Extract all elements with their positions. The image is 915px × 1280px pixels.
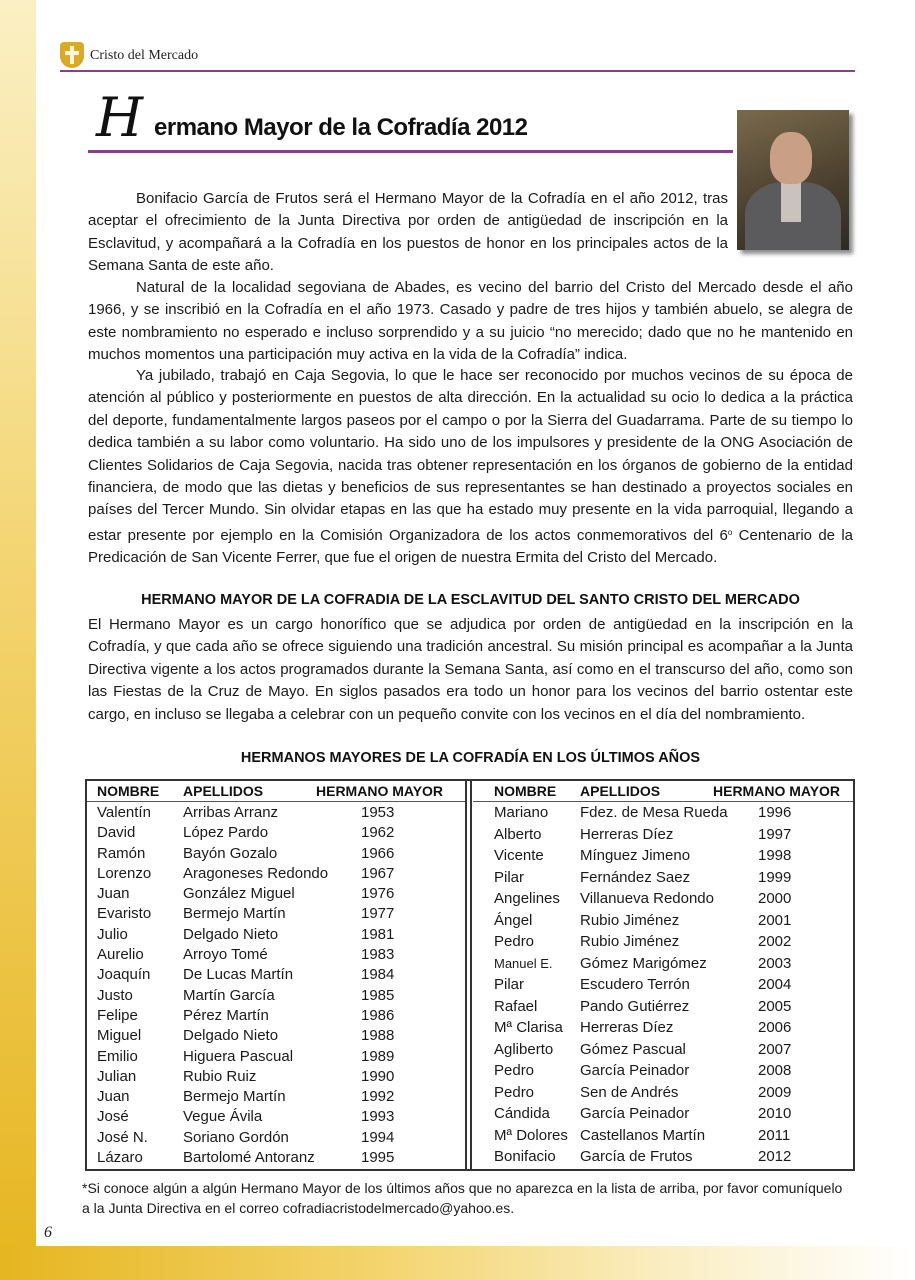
table-row <box>87 1067 465 1087</box>
paragraph-3-text: Ya jubilado, trabajó en Caja Segovia, lo que le hace ser reconocido por muchos vecinos de su época de atención al público y posteriormente en puestos de alta dirección. En la actualidad su ocio lo dedica a la práctica del deporte, fundamentalmente largos paseos por el campo o por la Sierra del Guadarrama. Parte de su tiempo lo dedica también a su labor como voluntario. Ha sido uno de los impulsores y presidente de la ONG Asociación de Clientes Solidarios de Caja Segovia, nacida tras obtener representación en los órganos de gobierno de la entidad financiera, de modo que las dietas y beneficios de sus representantes se han destinado a proyectos sociales en países del Tercer Mundo. Sin olvidar etapas en las que ha estado muy presente en la vida parroquial, llegando a estar presente por ejemplo en la Comisión Organizadora de los actos conmemorativos del 6 <box>88 367 853 544</box>
paragraph-4: El Hermano Mayor es un cargo honorífico que se adjudica por orden de antigüedad en la inscripción en la Cofradía, y que cada año se ofrece siguiendo una tradición ancestral. Su misión principal es acompañar a la Junta Directiva vigente a los actos programados durante la Semana Santa, así como en el transcurso del año, como son las Fiestas de la Cruz de Mayo. En siglos pasados era todo un honor para los vecinos del barrio ostentar este cargo, en incluso se llegaba a celebrar con un pequeño convite con los vecinos en el día del nombramiento. <box>88 616 853 723</box>
cell-nombre: Ángel <box>494 911 533 929</box>
cell-year: 1977 <box>361 905 395 923</box>
page-number: 6 <box>44 1224 52 1241</box>
cell-nombre: Mª Dolores <box>494 1126 568 1144</box>
cell-year: 1986 <box>361 1006 395 1024</box>
cell-nombre: Juan <box>97 885 130 903</box>
cell-nombre: Lázaro <box>97 1149 143 1167</box>
cell-nombre: Mª Clarisa <box>494 1019 563 1036</box>
table-row <box>87 884 465 904</box>
cell-nombre: Juan <box>97 1088 130 1106</box>
cell-year: 2002 <box>758 933 792 950</box>
table-row <box>87 986 465 1006</box>
table-row <box>87 864 465 884</box>
cell-nombre: Pedro <box>494 1083 535 1101</box>
cell-year: 1989 <box>361 1047 395 1065</box>
cell-nombre: Cándida <box>494 1105 550 1122</box>
cell-year: 2011 <box>758 1126 791 1144</box>
col-header-hermano-mayor: HERMANO MAYOR <box>316 783 444 799</box>
cell-apellidos: Bartolomé Antoranz <box>183 1149 315 1167</box>
cell-year: 1984 <box>361 966 395 984</box>
cell-year: 1953 <box>361 804 395 821</box>
cell-year: 1996 <box>758 804 792 821</box>
cell-apellidos: Rubio Jiménez <box>580 933 680 950</box>
article-title <box>92 86 732 150</box>
cell-nombre: Angelines <box>494 890 560 907</box>
cell-apellidos: Herreras Díez <box>580 825 674 843</box>
cell-apellidos: González Miguel <box>183 885 295 903</box>
section-heading: HERMANO MAYOR DE LA COFRADIA DE LA ESCLAVITUD DEL SANTO CRISTO DEL MERCADO <box>141 592 800 608</box>
cell-apellidos: Pérez Martín <box>183 1006 269 1024</box>
cell-year: 1967 <box>361 864 395 882</box>
table-row <box>87 1148 465 1168</box>
cell-year: 2010 <box>758 1105 792 1122</box>
table-row <box>473 954 853 976</box>
table-row <box>473 997 853 1019</box>
cell-year: 2006 <box>758 1019 792 1036</box>
cell-nombre: Pilar <box>494 868 525 886</box>
table-row <box>87 1006 465 1026</box>
portrait-shirt <box>781 182 801 222</box>
cell-nombre: Emilio <box>97 1047 138 1065</box>
cell-nombre: Vicente <box>494 847 544 864</box>
cell-nombre: Pedro <box>494 1062 535 1079</box>
cell-year: 1962 <box>361 824 395 842</box>
cell-year: 1993 <box>361 1108 395 1126</box>
cell-apellidos: Martín García <box>183 986 275 1004</box>
table-row <box>473 932 853 954</box>
cell-nombre: Agliberto <box>494 1040 554 1058</box>
cell-year: 1983 <box>361 946 395 964</box>
cell-year: 1981 <box>361 925 395 943</box>
table-rows-left <box>87 803 465 1168</box>
cell-year: 1999 <box>758 868 792 886</box>
table-row <box>87 1107 465 1127</box>
cell-apellidos: García de Frutos <box>580 1148 693 1165</box>
cell-year: 1985 <box>361 986 395 1004</box>
cell-year: 2009 <box>758 1083 792 1101</box>
table-row <box>87 844 465 864</box>
col-header-apellidos: APELLIDOS <box>183 783 264 799</box>
table-row <box>473 1104 853 1126</box>
cell-year: 1997 <box>758 825 792 843</box>
table-row <box>87 945 465 965</box>
left-gold-bar <box>0 0 36 1280</box>
cell-nombre: Justo <box>97 986 133 1004</box>
table-row <box>473 975 853 997</box>
col-header-nombre: NOMBRE <box>97 783 160 799</box>
cell-apellidos: Higuera Pascual <box>183 1047 294 1065</box>
cell-year: 2005 <box>758 997 792 1015</box>
cell-nombre: Ramón <box>97 844 146 862</box>
cell-year: 1998 <box>758 847 792 864</box>
cell-year: 2007 <box>758 1040 792 1058</box>
cell-apellidos: De Lucas Martín <box>183 966 294 984</box>
cell-year: 2012 <box>758 1148 792 1165</box>
cell-nombre: Pedro <box>494 933 535 950</box>
cell-year: 1966 <box>361 844 395 862</box>
cell-apellidos: Delgado Nieto <box>183 1027 279 1045</box>
table-heading: HERMANOS MAYORES DE LA COFRADÍA EN LOS ÚLTIMOS AÑOS <box>240 750 701 766</box>
cell-nombre: Pilar <box>494 976 525 993</box>
cell-nombre: Felipe <box>97 1006 138 1024</box>
table-row <box>87 1047 465 1067</box>
cell-nombre: José N. <box>97 1128 148 1146</box>
table-row <box>473 911 853 933</box>
cell-year: 2004 <box>758 976 792 993</box>
cell-nombre: David <box>97 824 136 842</box>
cell-apellidos: Escudero Terrón <box>580 976 690 993</box>
cell-apellidos: Fernández Saez <box>580 868 691 886</box>
hermanos-mayores-table <box>85 779 855 1171</box>
cell-nombre: Julian <box>97 1067 137 1085</box>
footnote: *Si conoce algún a algún Hermano Mayor de los últimos años que no aparezca en la lista de arriba, por favor comuníquelo a la Junta Directiva en el correo cofradiacristodelmercado@yahoo.es. <box>82 1180 843 1216</box>
cell-year: 1976 <box>361 885 395 903</box>
cell-apellidos: Rubio Ruiz <box>183 1067 257 1085</box>
col-header-apellidos: APELLIDOS <box>580 783 661 799</box>
cell-nombre: Miguel <box>97 1027 142 1045</box>
cell-nombre: Alberto <box>494 825 542 843</box>
paragraph-3 <box>88 365 853 570</box>
paragraph-3-end: Centenario de la Predicación de San Vicente Ferrer, que fue el origen de nuestra Ermita del Cristo del Mercado. <box>88 526 854 567</box>
cell-apellidos: Arroyo Tomé <box>183 946 268 964</box>
cell-apellidos: Castellanos Martín <box>580 1126 706 1144</box>
table-row <box>473 803 853 825</box>
cross-logo-icon <box>60 42 84 68</box>
cell-apellidos: Bermejo Martín <box>183 905 286 923</box>
col-header-nombre: NOMBRE <box>494 783 557 799</box>
table-left-half <box>87 781 465 1169</box>
cell-year: 1990 <box>361 1067 395 1085</box>
cell-apellidos: Bayón Gozalo <box>183 844 278 862</box>
page-header <box>60 42 855 72</box>
cell-apellidos: Gómez Pascual <box>580 1040 686 1058</box>
cell-nombre: Evaristo <box>97 905 152 923</box>
table-row <box>473 825 853 847</box>
cell-apellidos: Villanueva Redondo <box>580 890 714 907</box>
cell-year: 2003 <box>758 954 792 972</box>
cell-nombre: Bonifacio <box>494 1148 556 1165</box>
col-header-hermano-mayor: HERMANO MAYOR <box>713 783 841 799</box>
table-row <box>473 1083 853 1105</box>
table-row <box>87 1026 465 1046</box>
table-row <box>473 889 853 911</box>
table-row <box>473 1040 853 1062</box>
cell-year: 2000 <box>758 890 792 907</box>
title-initial: H <box>96 86 144 149</box>
table-row <box>87 965 465 985</box>
cell-nombre: Manuel E. <box>494 955 553 971</box>
table-row <box>473 846 853 868</box>
table-row <box>87 925 465 945</box>
cell-year: 1995 <box>361 1149 395 1167</box>
cell-year: 2008 <box>758 1062 792 1079</box>
cell-apellidos: Fdez. de Mesa Rueda <box>580 804 728 821</box>
superscript-o: o <box>727 527 733 537</box>
cell-nombre: Rafael <box>494 997 538 1015</box>
cell-nombre: José <box>97 1108 129 1126</box>
cell-apellidos: Aragoneses Redondo <box>183 864 329 882</box>
header-rule <box>473 801 853 802</box>
table-row <box>473 1018 853 1040</box>
table-divider <box>470 781 472 1169</box>
header-title: Cristo del Mercado <box>90 48 199 63</box>
portrait-photo <box>737 110 849 250</box>
header-rule <box>87 801 465 802</box>
cell-nombre: Mariano <box>494 804 549 821</box>
table-row <box>87 904 465 924</box>
cell-apellidos: Sen de Andrés <box>580 1083 679 1101</box>
table-row <box>87 1087 465 1107</box>
cell-year: 1988 <box>361 1027 395 1045</box>
table-row <box>87 1128 465 1148</box>
table-row <box>87 803 465 823</box>
cell-nombre: Valentín <box>97 804 151 821</box>
portrait-head <box>770 132 812 184</box>
cell-apellidos: Herreras Díez <box>580 1019 674 1036</box>
cell-apellidos: Rubio Jiménez <box>580 911 680 929</box>
cell-year: 2001 <box>758 911 792 929</box>
cell-nombre: Julio <box>97 925 128 943</box>
title-underline <box>88 150 733 153</box>
cell-apellidos: Pando Gutiérrez <box>580 997 690 1015</box>
table-row <box>473 1147 853 1169</box>
cell-apellidos: Arribas Arranz <box>183 804 279 821</box>
cell-apellidos: García Peinador <box>580 1062 690 1079</box>
table-row <box>87 823 465 843</box>
cell-nombre: Lorenzo <box>97 864 152 882</box>
paragraph-2: Natural de la localidad segoviana de Abades, es vecino del barrio del Cristo del Mercado desde el año 1966, y se inscribió en la Cofradía en el año 1973. Casado y padre de tres hijos y también abuelo, se alegra de este nombramiento no esperado e incluso sorprendido y a su juicio “no merecido; dado que no he mantenido en muchos momentos una participación muy activa en la vida de la Cofradía” indica. <box>88 279 853 364</box>
cell-apellidos: Mínguez Jimeno <box>580 847 691 864</box>
cell-apellidos: Bermejo Martín <box>183 1088 286 1106</box>
paragraph-1: Bonifacio García de Frutos será el Hermano Mayor de la Cofradía en el año 2012, tras aceptar el ofrecimiento de la Junta Directiva por orden de antigüedad de inscripción en la Esclavitud, y acompañará a la Cofradía en los puestos de honor en los principales actos de la Semana Santa de este año. <box>88 190 728 275</box>
cell-apellidos: Gómez Marigómez <box>580 954 707 972</box>
cell-year: 1994 <box>361 1128 395 1146</box>
table-divider <box>465 781 467 1169</box>
table-row <box>473 868 853 890</box>
cell-apellidos: Delgado Nieto <box>183 925 279 943</box>
table-row <box>473 1126 853 1148</box>
cell-apellidos: López Pardo <box>183 824 269 842</box>
cell-nombre: Aurelio <box>97 946 144 964</box>
cell-nombre: Joaquín <box>97 966 151 984</box>
bottom-gold-bar <box>0 1246 915 1280</box>
cell-apellidos: Vegue Ávila <box>183 1108 263 1126</box>
table-row <box>473 1061 853 1083</box>
cell-apellidos: García Peinador <box>580 1105 690 1122</box>
table-right-half <box>473 781 853 1169</box>
table-rows-right <box>473 803 853 1169</box>
cell-year: 1992 <box>361 1088 395 1106</box>
title-text: ermano Mayor de la Cofradía 2012 <box>154 114 528 141</box>
cell-apellidos: Soriano Gordón <box>183 1128 289 1146</box>
